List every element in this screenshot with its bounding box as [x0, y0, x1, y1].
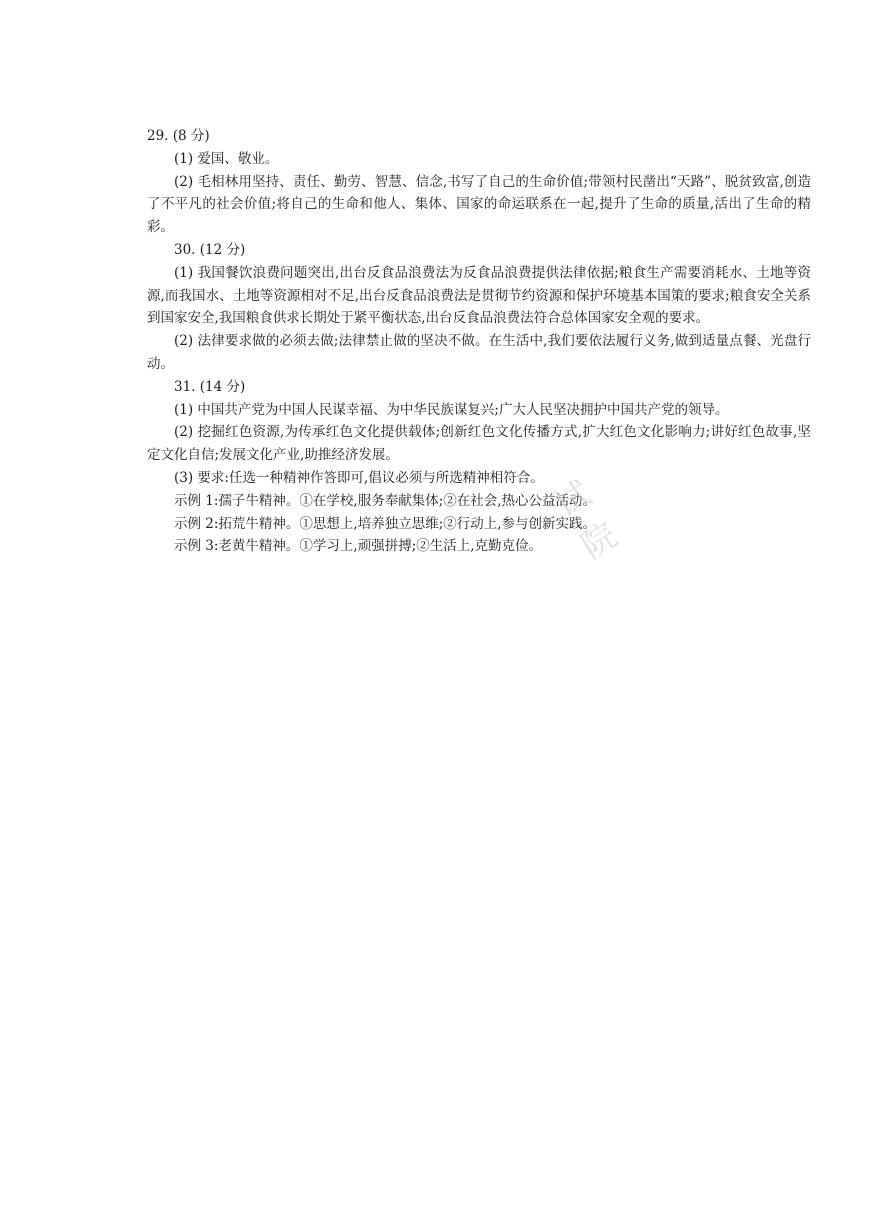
q31-answer-2: (2) 挖掘红色资源,为传承红色文化提供载体;创新红色文化传播方式,扩大红色文化影响力;讲好红色故事,坚定文化自信;发展文化产业,助推经济发展。 [147, 424, 811, 464]
q31-answer-3: (3) 要求:任选一种精神作答即可,倡议必须与所选精神相符合。 [174, 469, 544, 486]
question-30 [147, 239, 811, 376]
question-29 [147, 125, 811, 239]
q29-answer-1: (1) 爱国、敬业。 [174, 150, 279, 167]
q31-example-3: 示例 3:老黄牛精神。①学习上,顽强拼搏;②生活上,克勤克俭。 [174, 538, 543, 555]
question-31-heading: 31. (14 分) [174, 378, 246, 395]
question-30-heading: 30. (12 分) [174, 241, 246, 258]
answer-page [147, 125, 811, 558]
q31-answer-1: (1) 中国共产党为中国人民谋幸福、为中华民族谋复兴;广大人民坚决拥护中国共产党的领导。 [174, 401, 729, 418]
watermark: 试 院 [548, 460, 645, 567]
q31-example-1: 示例 1:孺子牛精神。①在学校,服务奉献集体;②在社会,热心公益活动。 [174, 492, 597, 509]
q29-answer-2: (2) 毛相林用坚持、责任、勤劳、智慧、信念,书写了自己的生命价值;带领村民凿出“天路”、脱贫致富,创造了不平凡的社会价值;将自己的生命和他人、集体、国家的命运联系在一起,提升了生命的质量,活出了生命的精彩。 [147, 173, 811, 236]
q31-example-2: 示例 2:拓荒牛精神。①思想上,培养独立思维;②行动上,参与创新实践。 [174, 515, 597, 532]
question-31 [147, 376, 811, 558]
question-29-heading: 29. (8 分) [147, 128, 210, 144]
q30-answer-2: (2) 法律要求做的必须去做;法律禁止做的坚决不做。在生活中,我们要依法履行义务,做到适量点餐、光盘行动。 [147, 333, 811, 372]
q30-answer-1: (1) 我国餐饮浪费问题突出,出台反食品浪费法为反食品浪费提供法律依据;粮食生产需要消耗水、土地等资源,而我国水、土地等资源相对不足,出台反食品浪费法是贯彻节约资源和保护环境基本国策的要求;粮食安全关系到国家安全,我国粮食供求长期处于紧平衡状态,出台反食品浪费法符合总体国家安全观的要求。 [147, 264, 811, 327]
